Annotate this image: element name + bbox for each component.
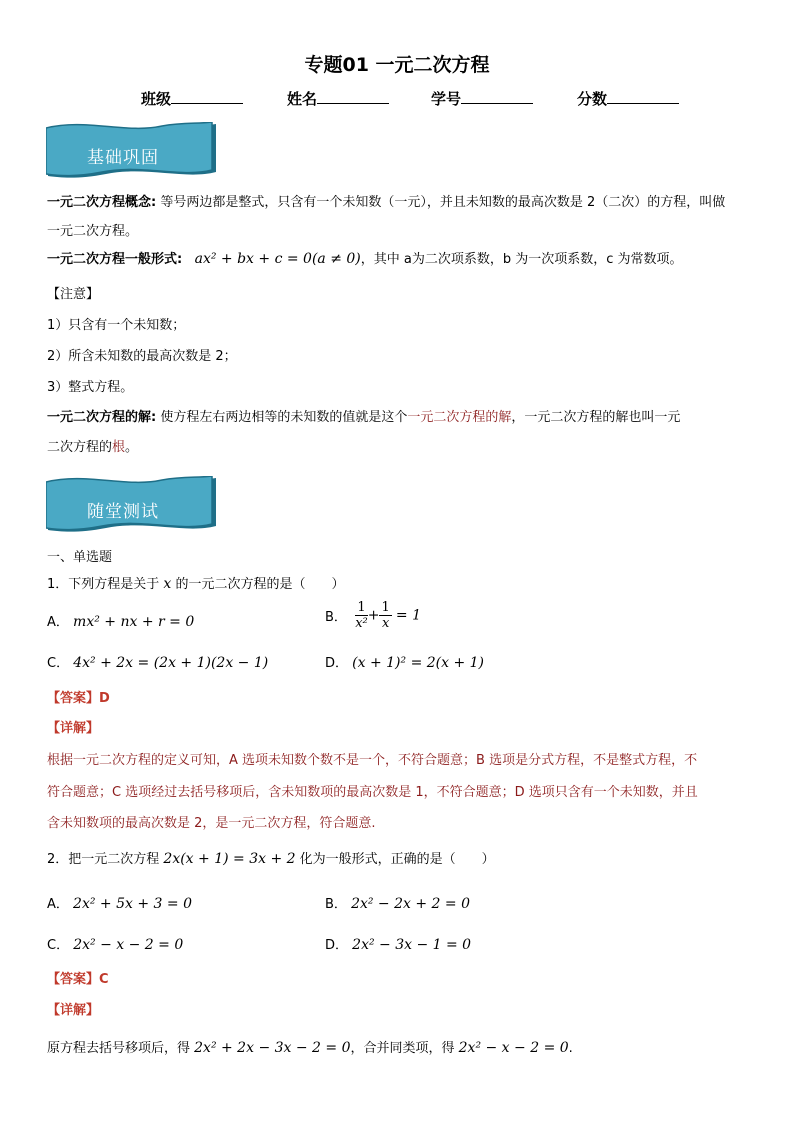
banner-test-label: 随堂测试: [87, 502, 159, 522]
page-title: 专题01 一元二次方程: [304, 54, 490, 76]
name-label: 姓名: [287, 90, 318, 108]
id-field: [431, 88, 533, 109]
section-heading: 一、单选题: [47, 550, 113, 565]
q1-option-c-formula: 4x² + 2x = (2x + 1)(2x − 1): [73, 655, 269, 671]
q2-option-a-formula: 2x² + 5x + 3 = 0: [73, 896, 192, 912]
q1-stem: [47, 574, 344, 595]
solution-highlight-a: 一元二次方程的解: [407, 410, 512, 425]
name-blank: [317, 88, 389, 104]
solution-highlight-b: 根: [112, 440, 126, 455]
q2-answer: 【答案】C: [47, 972, 109, 987]
q2-detail-formula-2: 2x² − x − 2 = 0: [458, 1040, 569, 1056]
fraction-num: 1: [381, 600, 390, 615]
q1-stem-b: 的一元二次方程的是（ ）: [171, 577, 345, 592]
q2-stem: [47, 849, 495, 870]
q1-option-a: [47, 611, 194, 630]
concept-line-2: 一元二次方程。: [47, 224, 139, 239]
general-form-line: [47, 249, 683, 270]
banner-test: [46, 476, 218, 538]
general-formula: ax² + bx + c = 0(a ≠ 0): [194, 251, 361, 267]
option-label: D．: [325, 938, 349, 953]
option-label: C．: [47, 938, 70, 953]
plus-sign: +: [367, 607, 380, 624]
q2-detail: [47, 1038, 573, 1059]
option-label: D．: [325, 656, 349, 671]
concept-line-1: [47, 193, 725, 213]
score-field: [577, 88, 679, 109]
q2-option-a: [47, 893, 192, 912]
class-label: 班级: [141, 90, 172, 108]
score-label: 分数: [577, 90, 608, 108]
q2-option-c-formula: 2x² − x − 2 = 0: [73, 937, 184, 953]
q2-detail-formula-1: 2x² + 2x − 3x − 2 = 0: [194, 1040, 351, 1056]
concept-text: 等号两边都是整式，只含有一个未知数（一元），并且未知数的最高次数是 2（二次）的方程，叫做: [160, 195, 726, 210]
q2-option-d: [325, 934, 471, 953]
q2-detail-c: .: [568, 1041, 573, 1056]
option-label: A．: [47, 615, 69, 630]
q1-option-d: [325, 652, 484, 671]
solution-line-1: [47, 408, 680, 428]
banner-basics: [46, 122, 218, 184]
solution-term: 一元二次方程的解:: [47, 410, 157, 425]
solution-line2-b: 。: [125, 440, 139, 455]
solution-line2-a: 二次方程的: [47, 440, 113, 455]
q1-option-d-formula: (x + 1)² = 2(x + 1): [352, 655, 485, 671]
general-text: ，其中 a为二次项系数，b 为一次项系数，c 为常数项。: [360, 252, 683, 267]
solution-line-2: [47, 438, 138, 458]
q2-detail-label: 【详解】: [47, 1003, 100, 1018]
fraction-1: [355, 600, 368, 631]
q2-detail-a: 原方程去括号移项后，得: [47, 1041, 195, 1056]
id-blank: [461, 88, 533, 104]
note-item-2: 2）所含未知数的最高次数是 2；: [47, 349, 237, 364]
q1-option-c: [47, 652, 268, 671]
q1-detail-3: 含未知数项的最高次数是 2，是一元二次方程，符合题意.: [47, 816, 376, 831]
q1-stem-a: 1．下列方程是关于: [47, 577, 164, 592]
option-label: A．: [47, 897, 69, 912]
general-term: 一元二次方程一般形式:: [47, 252, 183, 267]
fraction-den: x: [381, 616, 390, 631]
q2-option-c: [47, 934, 183, 953]
class-field: [141, 88, 243, 109]
q1-option-b: [325, 600, 421, 631]
q2-stem-formula: 2x(x + 1) = 3x + 2: [163, 851, 296, 867]
note-item-1: 1）只含有一个未知数；: [47, 318, 186, 333]
fraction-num: 1: [355, 600, 368, 616]
fraction-2: [379, 600, 391, 631]
fraction-den: x²: [355, 616, 368, 631]
class-blank: [171, 88, 243, 104]
q2-option-d-formula: 2x² − 3x − 1 = 0: [352, 937, 472, 953]
banner-basics-label: 基础巩固: [87, 148, 159, 168]
name-field: [287, 88, 389, 109]
note-item-3: 3）整式方程。: [47, 380, 134, 395]
q1-answer: 【答案】D: [47, 691, 110, 706]
note-heading: 【注意】: [47, 287, 100, 302]
q1-option-a-formula: mx² + nx + r = 0: [73, 614, 195, 630]
q2-option-b: [325, 893, 470, 912]
concept-term: 一元二次方程概念:: [47, 195, 157, 210]
q1-detail-label: 【详解】: [47, 721, 100, 736]
q1-stem-var: x: [163, 576, 172, 592]
q2-detail-b: ，合并同类项，得: [350, 1041, 459, 1056]
score-blank: [607, 88, 679, 104]
q2-option-b-formula: 2x² − 2x + 2 = 0: [351, 896, 470, 912]
q1-detail-2: 符合题意；C 选项经过去括号移项后，含未知数项的最高次数是 1，不符合题意；D 选项只含有一个未知数，并且: [47, 785, 698, 800]
solution-text-b: ，一元二次方程的解也叫一元: [511, 410, 681, 425]
option-label: B．: [325, 610, 347, 625]
equals-part: = 1: [395, 607, 421, 624]
id-label: 学号: [431, 90, 462, 108]
q2-stem-a: 2．把一元二次方程: [47, 852, 164, 867]
option-label: C．: [47, 656, 70, 671]
q2-stem-b: 化为一般形式，正确的是（ ）: [295, 852, 495, 867]
solution-text-a: 使方程左右两边相等的未知数的值就是这个: [160, 410, 408, 425]
option-label: B．: [325, 897, 347, 912]
q1-detail-1: 根据一元二次方程的定义可知，A 选项未知数个数不是一个，不符合题意；B 选项是分式方程，不是整式方程，不: [47, 753, 698, 768]
